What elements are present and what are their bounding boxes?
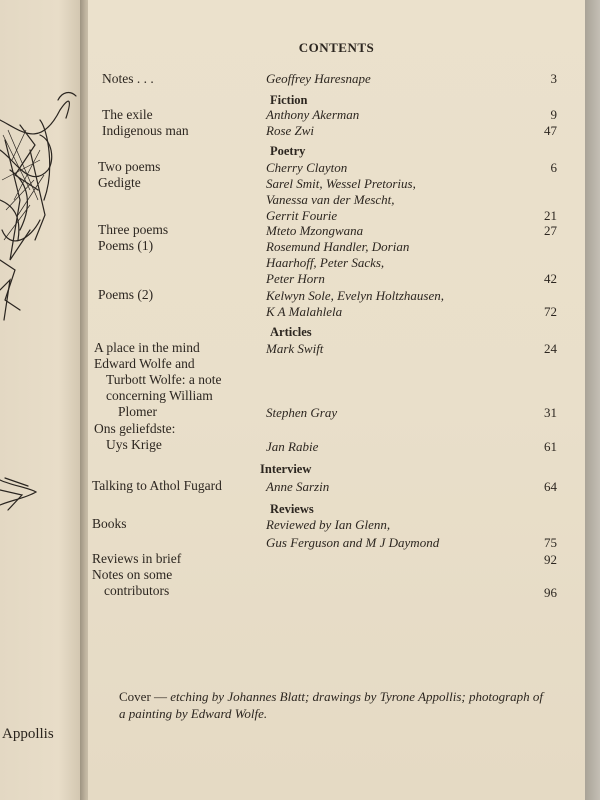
entry-title-krige-2: Uys Krige xyxy=(106,437,162,452)
entry-title-poems-1: Poems (1) xyxy=(98,238,154,253)
entry-title-notes: Notes . . . xyxy=(102,71,154,86)
entry-author-books-2: Gus Ferguson and M J Daymond xyxy=(266,535,440,550)
entry-title-books: Books xyxy=(92,516,127,531)
entry-author-poems-2-1: Kelwyn Sole, Evelyn Holtzhausen, xyxy=(266,288,444,303)
left-page-caption: Appollis xyxy=(2,726,54,742)
entry-title-poems-2: Poems (2) xyxy=(98,287,154,302)
entry-page-wolfe: 31 xyxy=(544,405,557,420)
cover-label: Cover — xyxy=(119,689,168,704)
entry-title-exile: The exile xyxy=(102,107,153,122)
entry-title-three-poems: Three poems xyxy=(98,222,169,237)
entry-title-two-poems: Two poems xyxy=(98,159,161,174)
cover-text: etching by Johannes Blatt; drawings by Tyrone Appollis; photograph of a painting by Edward Wolfe. xyxy=(119,689,544,721)
contents-page xyxy=(88,0,585,800)
entry-page-krige: 61 xyxy=(544,439,557,454)
entry-title-contributors-2: contributors xyxy=(104,583,170,598)
entry-title-fugard: Talking to Athol Fugard xyxy=(92,478,222,493)
entry-author-poems-1-3: Peter Horn xyxy=(266,271,325,286)
entry-page-exile: 9 xyxy=(550,107,557,122)
entry-title-place: A place in the mind xyxy=(94,340,200,355)
entry-title-contributors-1: Notes on some xyxy=(92,567,173,582)
entry-title-wolfe-4: Plomer xyxy=(118,404,157,419)
entry-page-two-poems: 6 xyxy=(550,160,557,175)
entry-author-fugard: Anne Sarzin xyxy=(266,479,330,494)
entry-title-wolfe-1: Edward Wolfe and xyxy=(94,356,195,371)
entry-author-exile: Anthony Akerman xyxy=(266,107,360,122)
entry-author-krige: Jan Rabie xyxy=(266,439,319,454)
entry-title-indigenous: Indigenous man xyxy=(102,123,189,138)
entry-author-gedigte-2: Vanessa van der Mescht, xyxy=(266,192,395,207)
entry-title-gedigte: Gedigte xyxy=(98,175,141,190)
entry-author-poems-1-1: Rosemund Handler, Dorian xyxy=(266,239,410,254)
entry-title-wolfe-2: Turbott Wolfe: a note xyxy=(106,372,222,387)
entry-page-indigenous: 47 xyxy=(544,123,557,138)
facing-page xyxy=(0,0,84,800)
entry-page-notes: 3 xyxy=(550,71,557,86)
background-edge xyxy=(585,0,600,800)
entry-author-notes: Geoffrey Haresnape xyxy=(266,71,371,86)
section-poetry: Poetry xyxy=(270,144,306,158)
entry-author-books-1: Reviewed by Ian Glenn, xyxy=(266,517,391,532)
entry-page-fugard: 64 xyxy=(544,479,557,494)
entry-title-krige-1: Ons geliefdste: xyxy=(94,421,176,436)
section-fiction: Fiction xyxy=(270,93,308,107)
entry-author-two-poems: Cherry Clayton xyxy=(266,160,348,175)
entry-page-contributors: 96 xyxy=(544,585,557,600)
entry-page-gedigte: 21 xyxy=(544,208,557,223)
entry-author-gedigte-3: Gerrit Fourie xyxy=(266,208,338,223)
section-articles: Articles xyxy=(270,325,312,339)
entry-author-indigenous: Rose Zwi xyxy=(266,123,315,138)
entry-page-poems-1: 42 xyxy=(544,271,557,286)
pen-sketch-illustration xyxy=(0,0,84,800)
section-reviews: Reviews xyxy=(270,502,314,516)
entry-page-three-poems: 27 xyxy=(544,223,557,238)
entry-author-poems-1-2: Haarhoff, Peter Sacks, xyxy=(266,255,385,270)
entry-author-three-poems: Mteto Mzongwana xyxy=(266,223,364,238)
entry-title-wolfe-3: concerning William xyxy=(106,388,213,403)
entry-author-wolfe: Stephen Gray xyxy=(266,405,338,420)
entry-page-poems-2: 72 xyxy=(544,304,557,319)
entry-author-gedigte-1: Sarel Smit, Wessel Pretorius, xyxy=(266,176,416,191)
entry-page-brief: 92 xyxy=(544,552,557,567)
entry-author-place: Mark Swift xyxy=(266,341,324,356)
section-interview: Interview xyxy=(260,462,312,476)
entry-page-books: 75 xyxy=(544,535,557,550)
cover-credit xyxy=(119,688,549,722)
entry-author-poems-2-2: K A Malahlela xyxy=(266,304,343,319)
entry-title-brief: Reviews in brief xyxy=(92,551,182,566)
contents-heading: CONTENTS xyxy=(298,40,375,55)
entry-page-place: 24 xyxy=(544,341,557,356)
